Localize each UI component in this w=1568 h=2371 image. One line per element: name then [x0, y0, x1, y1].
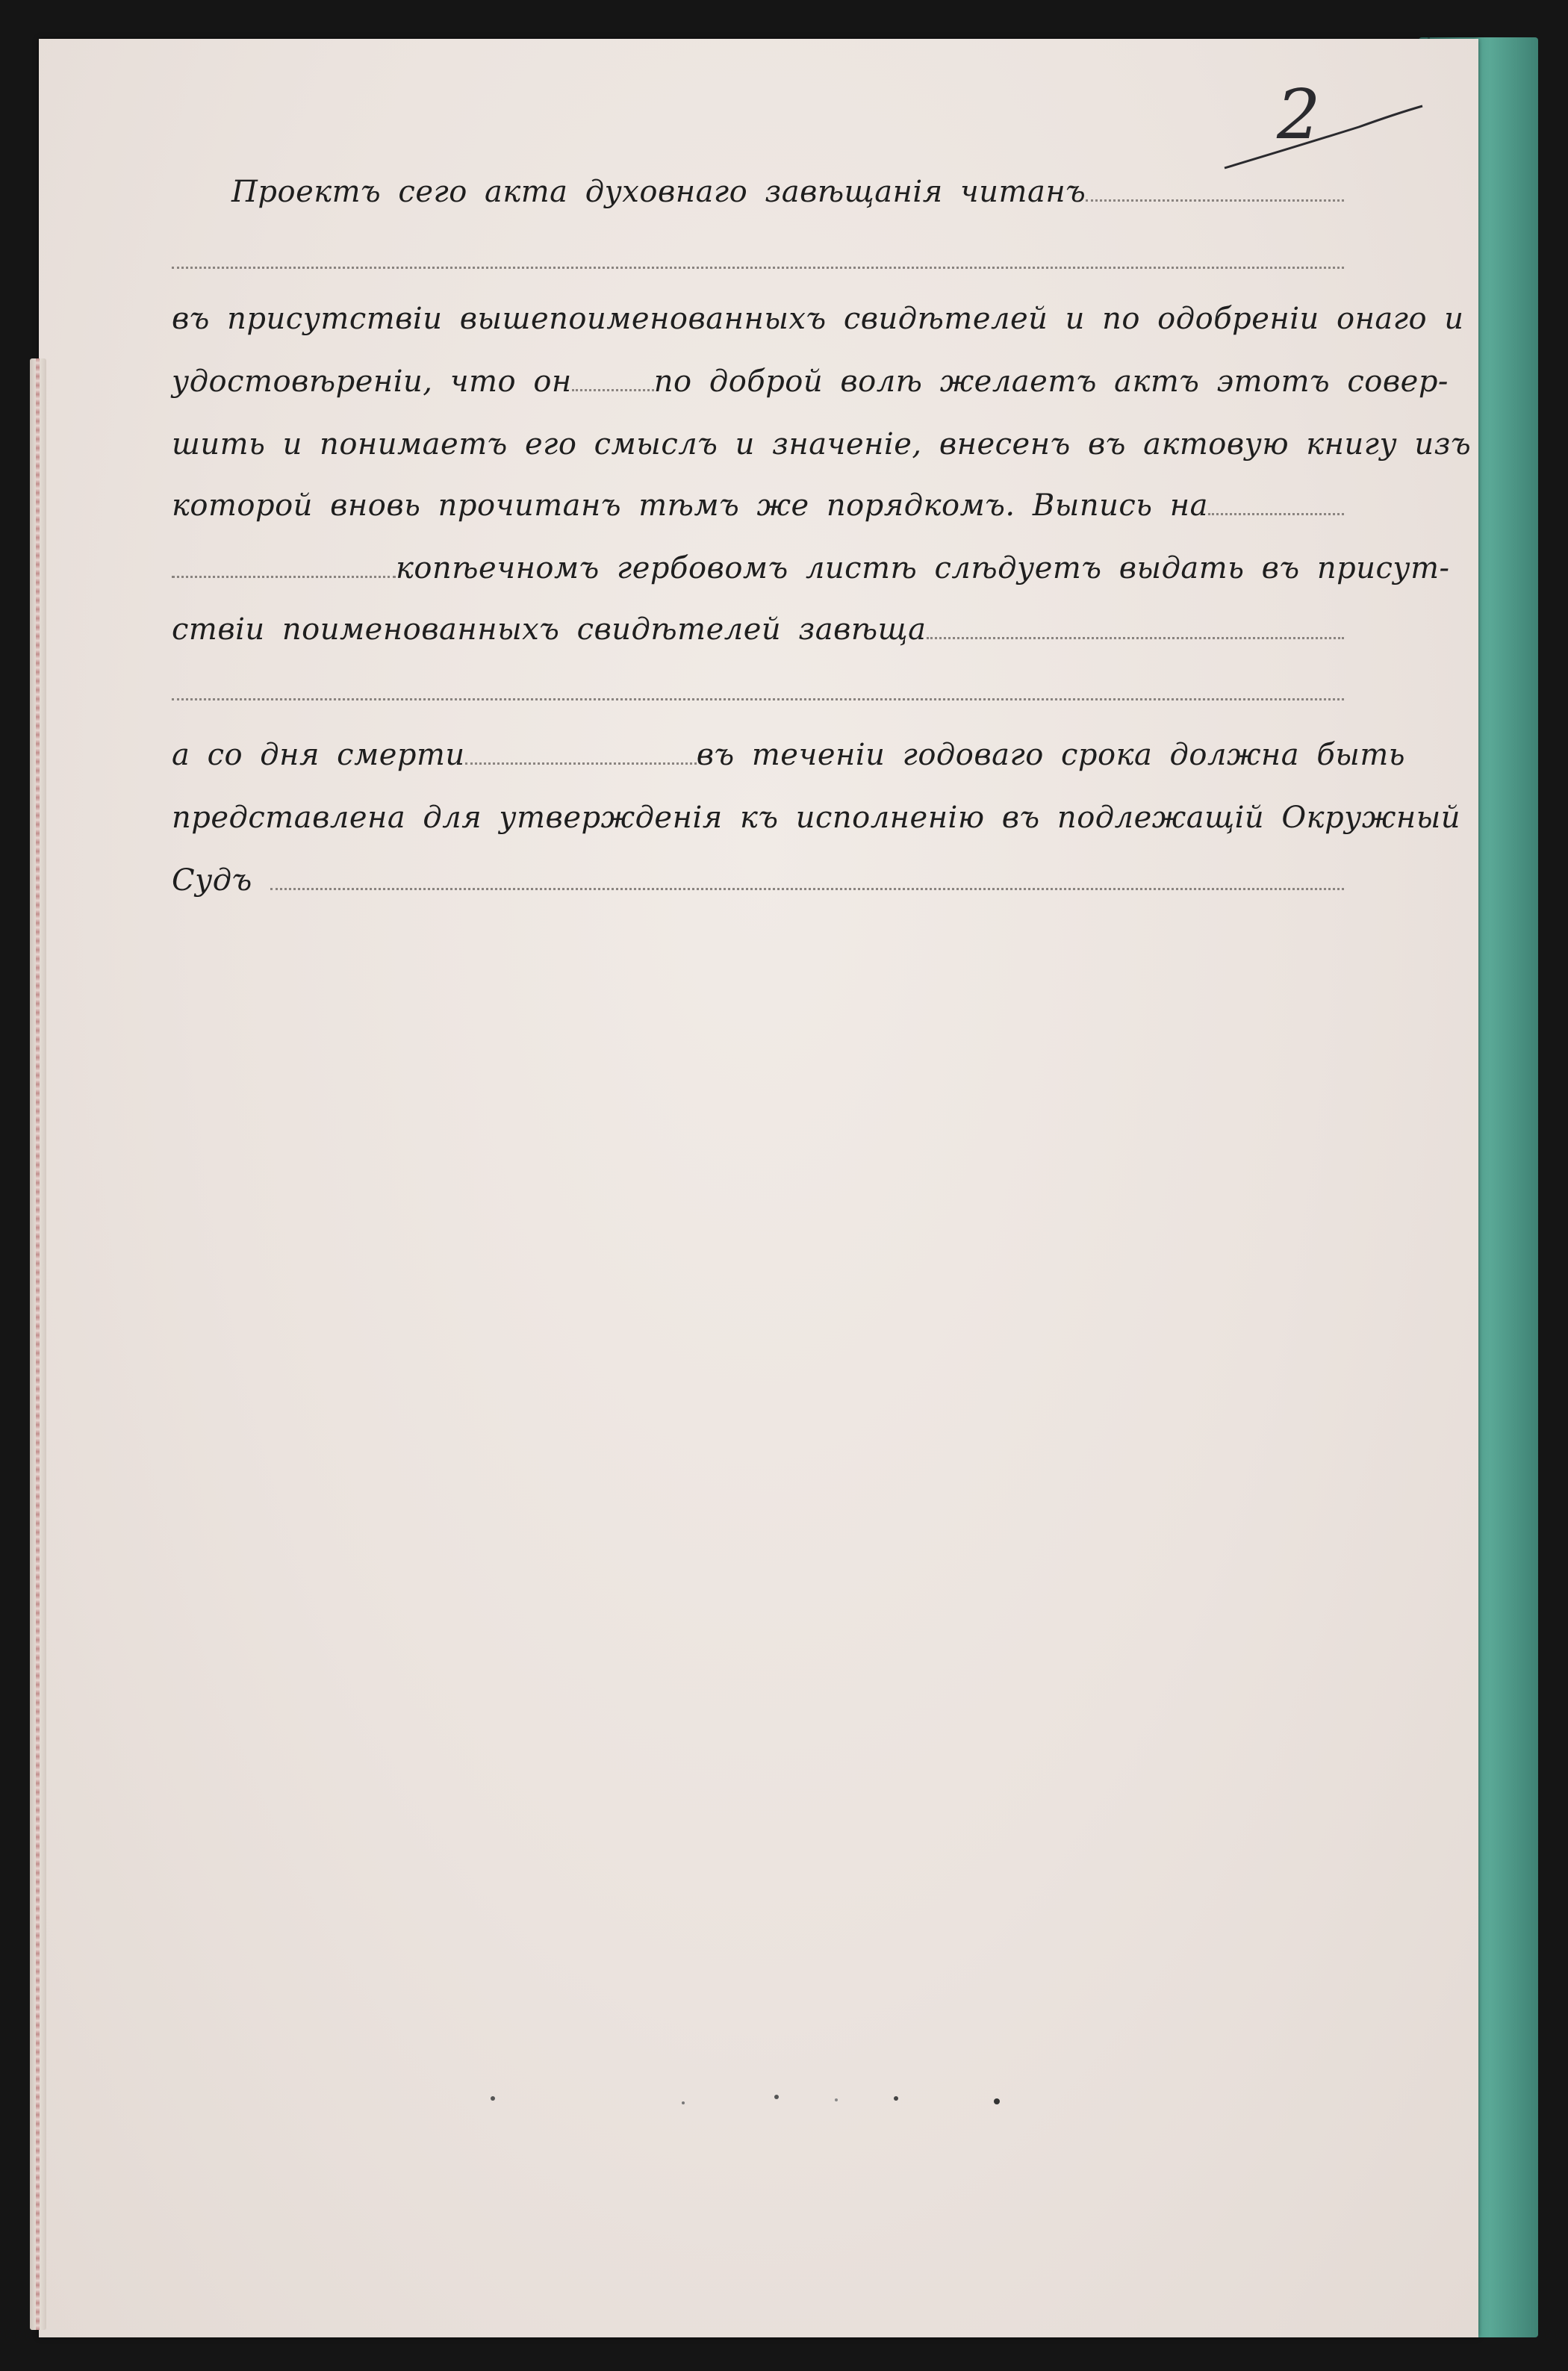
blank-field-6 [1208, 512, 1344, 515]
text-line-12 [172, 853, 1344, 898]
bleed-through-marks [448, 2076, 1120, 2121]
text-line-7 [172, 541, 1450, 585]
text-line-2 [172, 231, 1344, 276]
text-line-8 [172, 602, 1344, 647]
line-12-text: Судъ [172, 863, 252, 898]
text-line-5 [172, 417, 1472, 462]
line-4-text-b: по доброй волѣ желаетъ актъ этотъ совер- [653, 364, 1449, 399]
blank-field-12 [270, 886, 1344, 890]
text-line-6 [172, 478, 1344, 523]
line-7-text: копѣечномъ гербовомъ листѣ слѣдуетъ выдать въ присут- [396, 551, 1450, 585]
blank-field-4 [572, 388, 654, 391]
line-5-text: шить и понимаетъ его смыслъ и значеніе, внесенъ въ актовую книгу изъ [172, 427, 1472, 462]
line-3-text: въ присутствіи вышепоименованныхъ свидѣтелей и по одобреніи онаго и [172, 302, 1464, 336]
text-line-9 [172, 663, 1344, 708]
page-number: 2 [1277, 75, 1321, 155]
blank-field-2 [172, 265, 1344, 269]
line-11-text: представлена для утвержденія къ исполненію въ подлежащій Окружный [172, 801, 1461, 835]
stitched-binding [30, 358, 46, 2330]
text-line-3 [172, 291, 1464, 336]
line-6-text: которой вновь прочитанъ тѣмъ же порядкомъ. Выпись на [172, 488, 1208, 523]
blank-field-7 [172, 574, 396, 578]
line-8-text: ствіи поименованныхъ свидѣтелей завѣща [172, 612, 927, 647]
text-line-10 [172, 727, 1406, 772]
blank-field-1 [1086, 198, 1344, 202]
text-line-11 [172, 790, 1461, 835]
blank-field-9 [172, 697, 1344, 700]
line-10-text-a: а со дня смерти [172, 738, 465, 772]
blank-field-8 [927, 636, 1344, 639]
line-10-text-b: въ теченіи годоваго срока должна быть [696, 738, 1406, 772]
line-1-text: Проектъ сего акта духовнаго завѣщанія читанъ [231, 175, 1086, 209]
text-line-4 [172, 354, 1449, 399]
text-line-1 [231, 164, 1344, 209]
line-4-text-a: удостовѣреніи, что он [172, 364, 572, 399]
blank-field-10 [465, 761, 697, 765]
